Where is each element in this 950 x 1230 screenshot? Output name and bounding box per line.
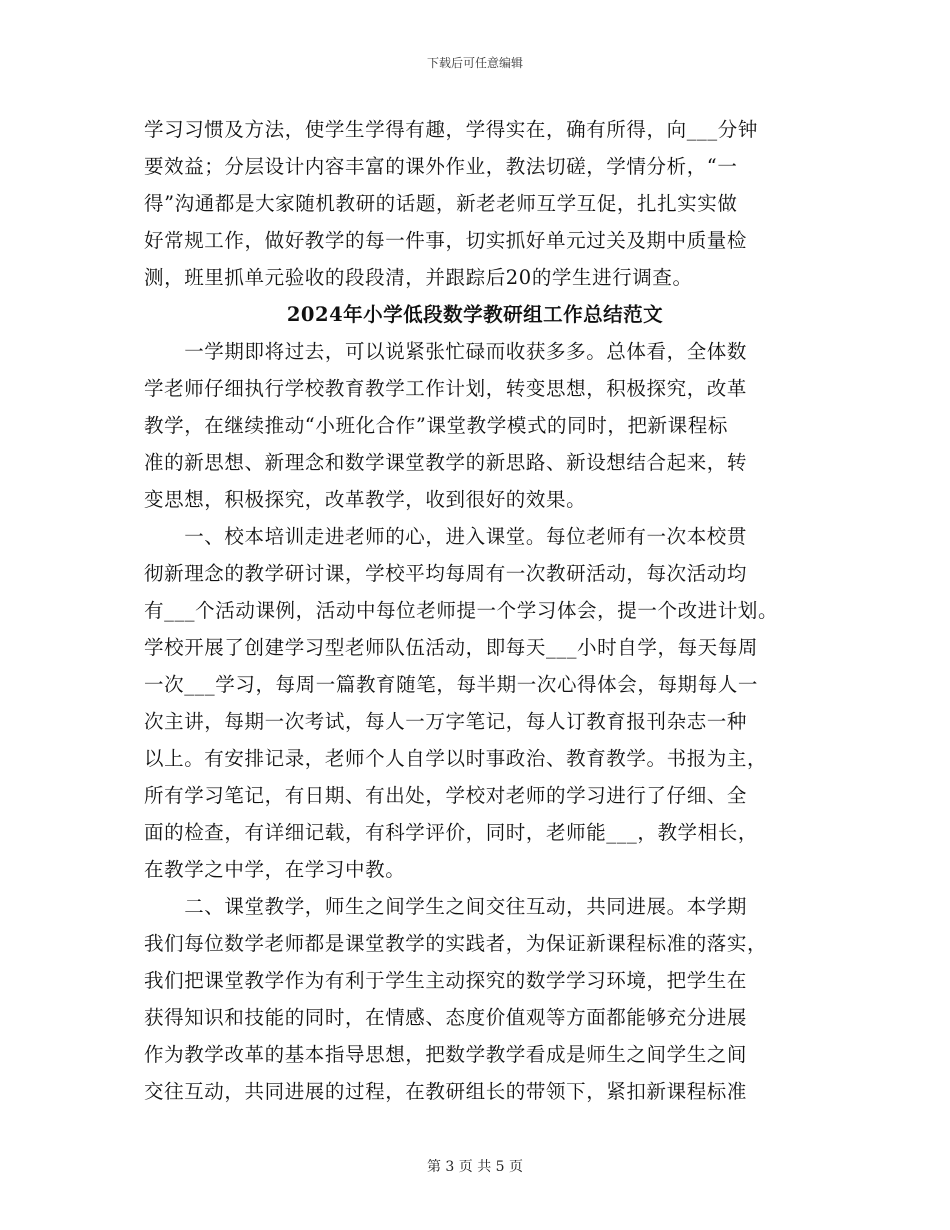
text-line: 要效益；分层设计内容丰富的课外作业，教法切磋，学情分析，“一 [144, 155, 738, 178]
text-line: 作为教学改革的基本指导思想，把数学教学看成是师生之间学生之间 [144, 1043, 748, 1066]
text-line: 所有学习笔记，有日期、有出处，学校对老师的学习进行了仔细、全 [144, 784, 748, 807]
text-line: 我们每位数学老师都是课堂教学的实践者，为保证新课程标准的落实， [144, 932, 768, 955]
text-line: 得”沟通都是大家随机教研的话题，新老老师互学互促，扎扎实实做 [144, 192, 738, 215]
text-line: 测，班里抓单元验收的段段清，并跟踪后20的学生进行调查。 [144, 266, 693, 289]
document-title: 2024年小学低段数学教研组工作总结范文 [286, 303, 664, 326]
text-line: 学老师仔细执行学校教育教学工作计划，转变思想，积极探究，改革 [144, 377, 748, 400]
text-line: 一、校本培训走进老师的心，进入课堂。每位老师有一次本校贯 [144, 525, 748, 548]
page-header: 下载后可任意编辑 [426, 56, 523, 70]
text-line: 获得知识和技能的同时，在情感、态度价值观等方面都能够充分进展 [144, 1006, 748, 1029]
text-line: 次主讲，每期一次考试，每人一万字笔记，每人订教育报刊杂志一种 [144, 710, 748, 733]
text-line: 在教学之中学，在学习中教。 [144, 858, 406, 881]
text-line: 我们把课堂教学作为有利于学生主动探究的数学学习环境，把学生在 [144, 969, 748, 992]
text-line: 好常规工作，做好教学的每一件事，切实抓好单元过关及期中质量检 [144, 229, 748, 252]
text-line: 学习习惯及方法，使学生学得有趣，学得实在，确有所得，向___分钟 [144, 118, 758, 141]
text-line: 以上。有安排记录，老师个人自学以时事政治、教育教学。书报为主， [144, 747, 768, 770]
text-line: 一次___学习，每周一篇教育随笔，每半期一次心得体会，每期每人一 [144, 673, 758, 696]
text-line: 学校开展了创建学习型老师队伍活动，即每天___小时自学，每天每周 [144, 636, 758, 659]
text-line: 彻新理念的教学研讨课，学校平均每周有一次教研活动，每次活动均 [144, 562, 748, 585]
text-line: 二、课堂教学，师生之间学生之间交往互动，共同进展。本学期 [144, 895, 748, 918]
text-line: 交往互动，共同进展的过程，在教研组长的带领下，紧扣新课程标准 [144, 1080, 748, 1103]
page-footer: 第 3 页 共 5 页 [426, 1159, 524, 1175]
text-line: 准的新思想、新理念和数学课堂教学的新思路、新设想结合起来，转 [144, 451, 748, 474]
text-line: 一学期即将过去，可以说紧张忙碌而收获多多。总体看，全体数 [144, 340, 748, 363]
text-line: 有___个活动课例，活动中每位老师提一个学习体会，提一个改进计划。 [144, 599, 779, 622]
text-line: 教学，在继续推动“小班化合作”课堂教学模式的同时，把新课程标 [144, 414, 728, 437]
text-line: 面的检查，有详细记载，有科学评价，同时，老师能___，教学相长， [144, 821, 758, 844]
text-line: 变思想，积极探究，改革教学，收到很好的效果。 [144, 488, 587, 511]
